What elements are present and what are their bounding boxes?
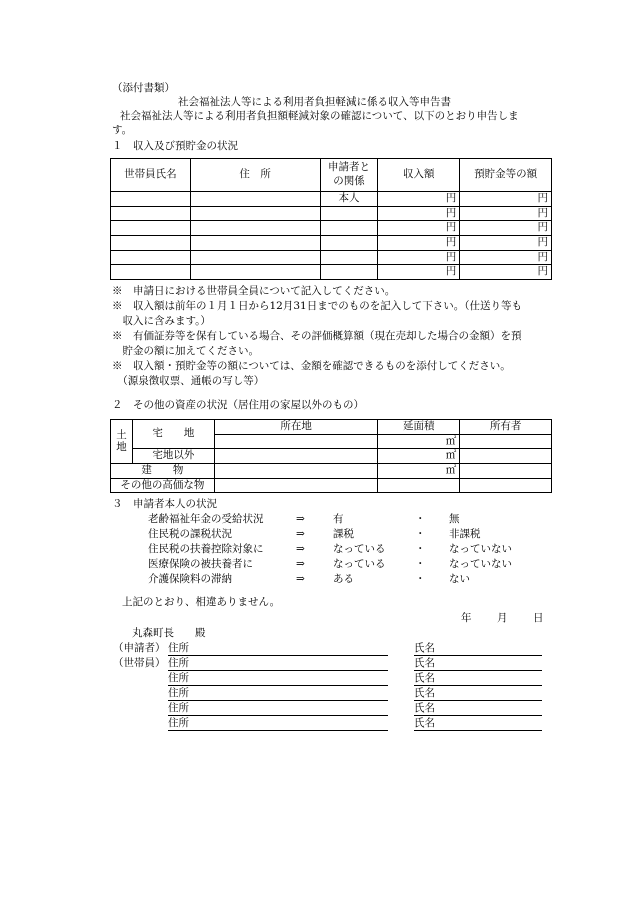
arrow-icon: ⇒: [296, 543, 305, 555]
address-field[interactable]: [168, 672, 388, 686]
table-row: 本人 円 円: [111, 192, 552, 207]
header-address: 住 所: [190, 159, 320, 192]
residential-label: 宅 地: [132, 420, 214, 449]
option-a: なっている: [333, 543, 386, 555]
name-field[interactable]: [414, 687, 542, 701]
declaration: 上記のとおり、相違ありません。: [122, 596, 281, 608]
table-header-row: [111, 159, 552, 192]
intro-text-continued: す。: [112, 124, 133, 136]
note-line: ※ 申請日における世帯員全員について記入してください。: [112, 285, 396, 297]
address-label: 住所: [168, 717, 189, 729]
name-label: 氏名: [414, 687, 435, 699]
option-a: なっている: [333, 558, 386, 570]
household-label: （世帯員）: [113, 657, 166, 669]
header-location: 所在地: [214, 420, 378, 435]
address-label: 住所: [168, 687, 189, 699]
applicant-label: （申請者）: [113, 642, 166, 654]
building-label: 建 物: [111, 463, 215, 478]
option-b: 無: [449, 513, 460, 525]
address-label: 住所: [168, 702, 189, 714]
address-field[interactable]: [168, 702, 388, 716]
income-savings-table: [110, 158, 552, 280]
table-row: 円 円: [111, 250, 552, 265]
date-day: 日: [533, 612, 544, 624]
header-relation: 申請者と の関係: [320, 159, 378, 192]
name-field[interactable]: [414, 702, 542, 716]
header-area: 延面積: [378, 420, 460, 435]
separator-dot: ・: [415, 513, 426, 525]
note-line: ※ 収入額・預貯金等の額については、金額を確認できるものを添付してください。: [112, 360, 511, 372]
non-residential-label: 宅地以外: [132, 449, 214, 464]
name-field[interactable]: [414, 657, 542, 671]
arrow-icon: ⇒: [296, 558, 305, 570]
table-row: 円 円: [111, 235, 552, 250]
note-line: 収入に含みます。）: [112, 315, 211, 327]
status-label: 住民税の課税状況: [148, 528, 232, 540]
name-label: 氏名: [414, 672, 435, 684]
intro-text: 社会福祉法人等による利用者負担額軽減対象の確認について、以下のとおり申告しま: [120, 110, 519, 122]
table-row: 円 円: [111, 265, 552, 280]
separator-dot: ・: [415, 558, 426, 570]
address-field[interactable]: [168, 642, 388, 656]
option-a: ある: [333, 573, 354, 585]
address-label: 住所: [168, 657, 189, 669]
section1-heading: １ 収入及び預貯金の状況: [112, 140, 238, 152]
date-month: 月: [497, 612, 508, 624]
table-row: 円 円: [111, 221, 552, 236]
section2-heading: ２ その他の資産の状況（居住用の家屋以外のもの）: [112, 399, 364, 411]
relation-cell: 本人: [320, 192, 378, 207]
option-b: なっていない: [449, 558, 512, 570]
note-line: ※ 有価証券等を保有している場合、その評価概算額（現在売却した場合の金額）を預: [112, 330, 522, 342]
name-field[interactable]: [414, 672, 542, 686]
addressee: 丸森町長 殿: [132, 627, 206, 639]
name-label: 氏名: [414, 717, 435, 729]
header-savings: 預貯金等の額: [460, 159, 552, 192]
header-income: 収入額: [378, 159, 460, 192]
separator-dot: ・: [415, 543, 426, 555]
address-label: 住所: [168, 672, 189, 684]
option-a: 有: [333, 513, 344, 525]
land-label: 土地: [111, 420, 133, 464]
status-label: 介護保険料の滞納: [148, 573, 232, 585]
arrow-icon: ⇒: [296, 513, 305, 525]
address-field[interactable]: [168, 687, 388, 701]
table-row: 円 円: [111, 206, 552, 221]
table-row: 宅地以外 ㎡: [111, 449, 552, 464]
valuables-label: その他の高価な物: [111, 478, 215, 493]
address-field[interactable]: [168, 717, 388, 731]
name-field[interactable]: [414, 642, 542, 656]
separator-dot: ・: [415, 573, 426, 585]
status-label: 老齢福祉年金の受給状況: [148, 513, 264, 525]
attachment-label: （添付書類）: [112, 82, 175, 94]
section3-heading: ３ 申請者本人の状況: [112, 498, 217, 510]
status-label: 住民税の扶養控除対象に: [148, 543, 264, 555]
note-line: ※ 収入額は前年の１月１日から12月31日までのものを記入して下さい。（仕送り等も: [112, 300, 522, 312]
other-assets-table: [110, 419, 552, 493]
name-label: 氏名: [414, 642, 435, 654]
table-header-row: [111, 420, 552, 435]
table-row: ㎡: [111, 434, 552, 449]
address-field[interactable]: [168, 657, 388, 671]
name-label: 氏名: [414, 702, 435, 714]
arrow-icon: ⇒: [296, 528, 305, 540]
option-b: なっていない: [449, 543, 512, 555]
arrow-icon: ⇒: [296, 573, 305, 585]
option-a: 課税: [333, 528, 354, 540]
header-owner: 所有者: [460, 420, 552, 435]
address-label: 住所: [168, 642, 189, 654]
name-label: 氏名: [414, 657, 435, 669]
note-line: 貯金の額に加えてください。: [112, 345, 259, 357]
table-row: [111, 478, 552, 493]
header-member-name: 世帯員氏名: [111, 159, 191, 192]
name-field[interactable]: [414, 717, 542, 731]
separator-dot: ・: [415, 528, 426, 540]
date-year: 年: [461, 612, 472, 624]
table-row: 建 物 ㎡: [111, 463, 552, 478]
note-line: （源泉徴収票、通帳の写し等）: [112, 375, 265, 387]
option-b: ない: [449, 573, 470, 585]
option-b: 非課税: [449, 528, 481, 540]
status-label: 医療保険の被扶養者に: [148, 558, 253, 570]
document-title: 社会福祉法人等による利用者負担軽減に係る収入等申告書: [178, 96, 451, 108]
